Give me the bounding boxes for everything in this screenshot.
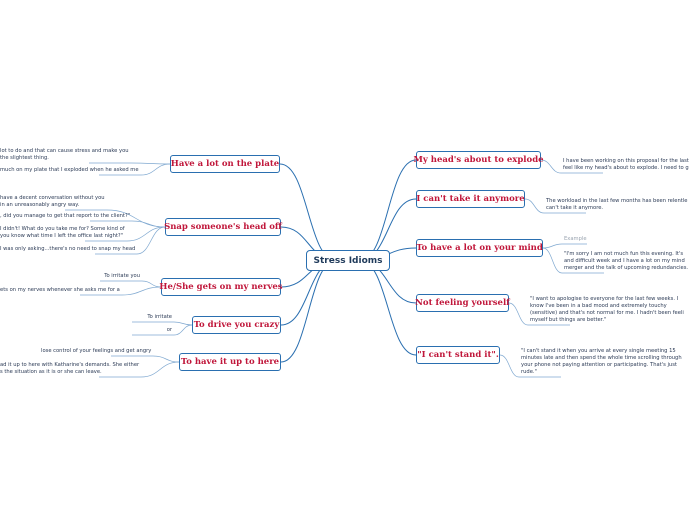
note-snap-head-dialogue-1 bbox=[0, 213, 130, 220]
note-line: in an unreasonably angry way. bbox=[0, 202, 80, 208]
note-line: I have been working on this proposal for the last bbox=[563, 158, 689, 164]
note-line: "I want to apologise to everyone for the last few weeks. I bbox=[530, 296, 679, 302]
note-line: ets on my nerves whenever she asks me for a bbox=[0, 287, 120, 293]
note-lot-on-plate-example bbox=[0, 167, 139, 174]
note-line: have a decent conversation without you bbox=[0, 195, 105, 201]
branch-gets-on-my-nerves[interactable]: He/She gets on my nerves bbox=[161, 278, 281, 296]
branch-drive-you-crazy[interactable]: To drive you crazy bbox=[192, 316, 281, 334]
note-connector bbox=[131, 163, 170, 164]
branch-not-feeling-yourself[interactable]: Not feeling yourself bbox=[416, 294, 509, 312]
note-line: "I'm sorry I am not much fun this evening. It's bbox=[564, 251, 684, 257]
note-connector bbox=[541, 160, 561, 173]
note-line: To irritate you bbox=[104, 273, 140, 279]
note-line: lot to do and that can cause stress and make you bbox=[0, 148, 129, 154]
note-cant-stand-it-example bbox=[521, 348, 682, 376]
branch-lot-on-the-plate[interactable]: Have a lot on the plate bbox=[170, 155, 280, 173]
note-snap-head-dialogue-3 bbox=[0, 246, 135, 253]
note-not-feeling-yourself-example bbox=[530, 296, 684, 324]
note-line: I didn't! What do you take me for? Some kind of bbox=[0, 226, 125, 232]
note-line: I was only asking...there's no need to snap my head bbox=[0, 246, 136, 252]
note-connector bbox=[543, 244, 562, 248]
note-line: (sensitive) and that's not normal for me. I hadn't been feeli bbox=[530, 310, 684, 316]
note-connector bbox=[174, 322, 192, 325]
note-line: merger and the talk of upcoming redundancies. bbox=[564, 265, 689, 271]
note-line: Example bbox=[564, 236, 587, 242]
branch-connector bbox=[281, 261, 336, 363]
note-connector bbox=[142, 281, 161, 287]
note-line: , did you manage to get that report to the client?" bbox=[0, 213, 131, 219]
note-up-to-here-meaning bbox=[41, 348, 151, 355]
note-gets-on-nerves-example bbox=[0, 287, 120, 294]
central-topic[interactable]: Stress Idioms bbox=[306, 250, 390, 271]
branch-connector bbox=[280, 164, 336, 261]
note-snap-head-meaning bbox=[0, 195, 105, 209]
note-connector bbox=[132, 221, 165, 227]
branch-cant-stand-it[interactable]: "I can't stand it". bbox=[416, 346, 500, 364]
note-line: To irritate bbox=[147, 314, 172, 320]
note-line: can't take it anymore. bbox=[546, 205, 604, 211]
note-line: The workload in the last few months has been relentle bbox=[546, 198, 688, 204]
note-connector bbox=[122, 287, 161, 295]
note-drive-crazy-meaning bbox=[132, 314, 172, 321]
note-connector bbox=[500, 355, 519, 377]
note-lot-on-your-mind-example bbox=[564, 251, 688, 272]
branch-connector bbox=[360, 261, 416, 356]
note-line: and difficult week and I have a lot on my mind bbox=[564, 258, 685, 264]
note-line: myself but things are better." bbox=[530, 317, 607, 323]
note-cant-take-it-example bbox=[546, 198, 687, 212]
branch-cant-take-it-anymore[interactable]: I can't take it anymore bbox=[416, 190, 525, 208]
branch-snap-head-off[interactable]: Snap someone's head off bbox=[165, 218, 281, 236]
note-connector bbox=[141, 362, 179, 377]
note-heads-about-to-explode-example bbox=[563, 158, 689, 172]
note-line: "I can't stand it when you arrive at every single meeting 15 bbox=[521, 348, 676, 354]
note-line: rude." bbox=[521, 369, 537, 375]
note-line: feel like my head's about to explode. I need to g bbox=[563, 165, 689, 171]
note-connector bbox=[137, 227, 165, 254]
branch-lot-on-your-mind[interactable]: To have a lot on your mind bbox=[416, 239, 543, 257]
note-connector bbox=[543, 248, 562, 273]
note-connector bbox=[509, 303, 528, 325]
note-line: your phone not paying attention or participating. That's just bbox=[521, 362, 677, 368]
note-connector bbox=[141, 164, 170, 175]
note-drive-crazy-or bbox=[152, 327, 172, 334]
note-line: or bbox=[166, 327, 172, 333]
note-line: the slightest thing. bbox=[0, 155, 49, 161]
note-up-to-here-example bbox=[0, 362, 139, 376]
branch-connector bbox=[360, 160, 416, 261]
note-connector bbox=[174, 325, 192, 335]
note-line: know I've been in a bad mood and extremely touchy bbox=[530, 303, 667, 309]
branch-heads-about-to-explode[interactable]: My head's about to explode bbox=[416, 151, 541, 169]
note-connector bbox=[525, 199, 544, 213]
note-line: lose control of your feelings and get angry bbox=[41, 348, 152, 354]
note-example-label bbox=[564, 236, 587, 243]
note-line: ad it up to here with Katharine's demands. She either bbox=[0, 362, 140, 368]
branch-have-it-up-to-here[interactable]: To have it up to here bbox=[179, 353, 281, 371]
note-snap-head-dialogue-2 bbox=[0, 226, 125, 240]
note-gets-on-nerves-meaning bbox=[100, 273, 140, 280]
note-lot-on-plate-meaning bbox=[0, 148, 129, 162]
note-line: s the situation as it is or she can leave. bbox=[0, 369, 102, 375]
note-line: you know what time I left the office last night?" bbox=[0, 233, 124, 239]
note-line: minutes late and then spend the whole time scrolling through bbox=[521, 355, 682, 361]
note-connector bbox=[153, 356, 179, 362]
note-line: much on my plate that I exploded when he asked me bbox=[0, 167, 139, 173]
